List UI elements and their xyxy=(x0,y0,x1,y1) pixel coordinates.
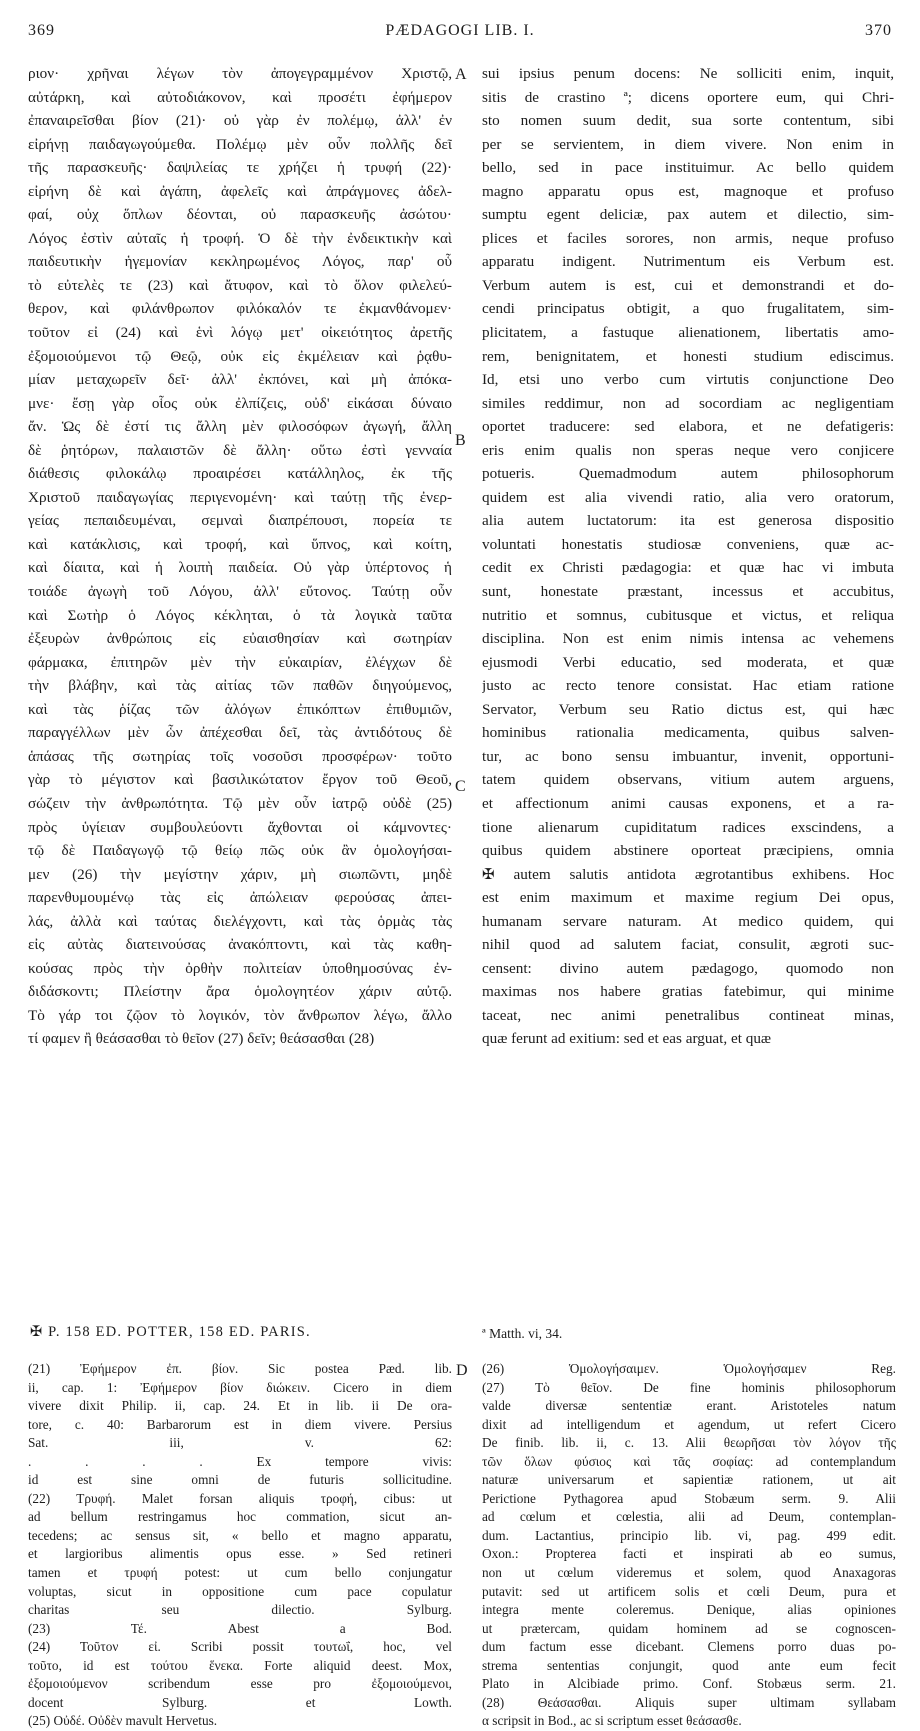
latin-text-line: Id, etsi uno verbo cum virtutis conjunctione Deo xyxy=(482,371,894,389)
margin-letter-c: C xyxy=(455,778,466,795)
greek-text-line: Τὸ γάρ τοι ζῷον τὸ λογικόν, τὸν ἄνθρωπον λέγω, ἄλλο xyxy=(28,1006,452,1024)
margin-letter-a: A xyxy=(455,66,467,83)
footnote-line: dixit ad intelligendum et agendum, ut refert Cicero xyxy=(482,1416,896,1432)
greek-text-line: Χριστοῦ παιδαγωγίας περιγενομένη· καὶ ταύτῃ τῆς ἐνερ- xyxy=(28,488,452,506)
footnote-line: (23) Τέ. Abest a Bod. xyxy=(28,1620,452,1636)
greek-text-line: τῷ δὲ Παιδαγωγῷ τῷ θείῳ πῶς οὐκ ἂν ὁμολογήσαι- xyxy=(28,842,452,860)
greek-text-line: διδάσκοντι; Πλείστην ἄρα ὁμολογητέον χάριν αὐτῷ. xyxy=(28,983,452,1001)
footnote-line: dum. Lactantius, principio lib. vi, pag. 499 edit. xyxy=(482,1527,896,1543)
latin-text-line: potueris. Quemadmodum autem philosophorum xyxy=(482,465,894,483)
latin-text-line: eris enim qualis non speras neque vero conjicere xyxy=(482,441,894,459)
latin-text-line: plicitatem, a fastuque alienationem, libertatis amo- xyxy=(482,324,894,342)
greek-text-line: ἐπαναιρεῖσθαι βίον (21)· οὐ γὰρ ἐν πολέμῳ, ἀλλ' ἐν xyxy=(28,112,452,130)
greek-text-line: καὶ κατάκλισις, καὶ τροφή, καὶ ὕπνος, καὶ κοίτη, xyxy=(28,535,452,553)
greek-text-line: Λόγος ἐστὶν αὐταῖς ἡ τροφή. Ὁ δὲ τὴν ἐνδεικτικὴν καὶ xyxy=(28,229,452,247)
latin-text-line: alia autem luctatorum: ita est generosa dispositio xyxy=(482,512,894,530)
greek-text-line: τοιάδε ἀγωγὴ τοῦ Λόγου, ἀλλ' εὔτονος. Ταύτῃ οὖν xyxy=(28,583,452,601)
greek-text-line: φαί, οὐχ ὅπλων δέονται, οὐ παρασκευῆς ἀσώτου· xyxy=(28,206,452,224)
greek-text-line: εἰρήνῃ παιδαγωγούμεθα. Πολέμῳ μὲν οὖν πολλῆς δεῖ xyxy=(28,135,452,153)
greek-text-line: γὰρ τὸ μέγιστον καὶ βασιλικώτατον ἔργον τοῦ Θεοῦ, xyxy=(28,771,452,789)
latin-text-line: est enim maximum et maxime regium Dei opus, xyxy=(482,889,894,907)
footnote-line: Plato in Alcibiade primo. Conf. Stobæus serm. 21. xyxy=(482,1676,896,1692)
latin-text-line: voluntati honestatis studiosæ conveniens, quæ ac- xyxy=(482,535,894,553)
greek-text-line: ἐξευρὼν ἀνθρώποις εἰς εὐαισθησίαν καὶ σωτηρίαν xyxy=(28,630,452,648)
latin-text-line: sitis de crastino ª; dicens oportere eum, qui Chri- xyxy=(482,88,894,106)
greek-text-line: ἐξομοιούμενοι τῷ Θεῷ, οὐκ εἰς ἐκμέλειαν καὶ ῥᾳθυ- xyxy=(28,347,452,365)
footnotes-left xyxy=(28,1360,452,1731)
latin-text-line: similes reddimur, non ad socordiam ac negligentiam xyxy=(482,394,894,412)
running-title: PÆDAGOGI LIB. I. xyxy=(385,22,535,39)
footnote-line: (24) Τοῦτον εἰ. Scribi possit τουτωΐ, hoc, vel xyxy=(28,1639,452,1655)
latin-text-line: quibus quidem abstinere oporteat præcipiens, omnia xyxy=(482,842,894,860)
greek-text-line: λάς, ἀλλὰ καὶ ταύτας διελέγχοντι, καὶ τὰς ὁρμὰς τὰς xyxy=(28,912,452,930)
footnote-line: τῶν ὅλων φύσιος καὶ τᾶς σοφίας: ad contemplandum xyxy=(482,1453,896,1469)
latin-text-line: censent: divino autem pædagogo, quomodo non xyxy=(482,959,894,977)
greek-text-line: τί φαμεν ἢ θεάσασθαι τὸ θεῖον (27) δεῖν; θεάσασθαι (28) xyxy=(28,1030,375,1048)
greek-text-line: ριον· χρῆναι λέγων τὸν ἀπογεγραμμένον Χριστῷ, xyxy=(28,65,452,82)
greek-text-line: τῆς παρασκευῆς· δαψιλείας τε χρήζει ἡ τρυφή (22)· xyxy=(28,159,452,177)
greek-text-line: τοῦτον εἰ (24) καὶ ἑνὶ λόγῳ μετ' οἰκειότητος ἀρετῆς xyxy=(28,324,452,342)
footnote-line: vivere dixit Philip. ii, cap. 24. Et in lib. ii De ora- xyxy=(28,1398,452,1414)
footnote-line: τοῦτο, id est τούτου ἕνεκα. Forte aliquid deest. Mox, xyxy=(28,1657,452,1673)
page-number-left: 369 xyxy=(28,22,55,39)
greek-text-line: παραγγέλλων μὲν ὧν ἀπέχεσθαι δεῖ, τὰς ἀντιδότους δὲ xyxy=(28,724,452,742)
greek-text-line: τὸ εὐτελὲς τε (23) καὶ ἄτυφον, καὶ τὸ ὅλον φιλελεύ- xyxy=(28,276,452,294)
latin-text-line: hominibus rationalia medicamenta, quibus salven- xyxy=(482,724,894,742)
latin-text-line: sui ipsius penum docens: Ne solliciti enim, inquit, xyxy=(482,65,894,82)
greek-text-column xyxy=(28,62,452,1051)
greek-text-line: καὶ Σωτὴρ ὁ Λόγος κέκληται, ὁ τὰ λογικὰ ταῦτα xyxy=(28,606,452,624)
matthew-footnote: ª Matth. vi, 34. xyxy=(482,1326,563,1341)
latin-text-line: Verbum autem is est, cui et demonstrandi et do- xyxy=(482,276,894,294)
latin-text-line: maximas nos habere gratias fatebimur, qui minime xyxy=(482,983,894,1001)
latin-text-line: rem, benignitatem, et honesti studium ediscimus. xyxy=(482,347,894,365)
footnote-line: id est sine omni de futuris sollicitudine. xyxy=(28,1472,452,1488)
greek-text-line: θερον, καὶ φιλάνθρωπον φιλόκαλόν τε ἐκμανθάνομεν· xyxy=(28,300,452,318)
footnote-line: ut prætercam, quidam hominem ad se cognoscen- xyxy=(482,1620,896,1636)
greek-text-line: εἰρήνη δὲ καὶ ἀγάπη, ἀφελεῖς καὶ ἀπράγμονες ἀδελ- xyxy=(28,182,452,200)
footnotes-right xyxy=(482,1360,896,1731)
latin-text-line: plices et faciles sorores, non armis, neque profuso xyxy=(482,229,894,247)
footnote-line: putavit: sed ut artificem solis et cœli Deum, pura et xyxy=(482,1583,896,1599)
footnote-line: tamen et τρυφή potest: ut cum bello conjungatur xyxy=(28,1565,452,1581)
greek-text-line: δὲ ῥητόρων, παλαιστῶν δὲ ἄλλη· οὕτω ἐστὶ γενναία xyxy=(28,441,452,459)
latin-text-line: cedit ex Christi pædagogia: et quæ hac vi imbuta xyxy=(482,559,894,577)
greek-text-line: ἁπάσας τῆς σωτηρίας τοῖς νοσοῦσι προσφέρων· τοῦτο xyxy=(28,747,452,765)
greek-text-line: παιδευτικὴν ἡγεμονίαν κεκληρωμένος Λόγος, παρ' οὗ xyxy=(28,253,452,271)
greek-text-line: μεν (26) τὴν μεγίστην χάριν, μὴ σιωπῶντι, μηδὲ xyxy=(28,865,452,883)
latin-text-line: et affectionum animi causas exponens, et a ra- xyxy=(482,794,894,812)
latin-text-line: per se servientem, in diem vivere. Non enim in xyxy=(482,135,894,153)
footnote-line: integra mente coleremus. Denique, alias opiniones xyxy=(482,1602,896,1618)
latin-text-line: magno apparatu opus est, magnoque et profuso xyxy=(482,182,894,200)
latin-text-line: taceat, nec animi penetralibus contineat minas, xyxy=(482,1006,894,1024)
footnote-line: (22) Τρυφή. Malet forsan aliquis τροφή, cibus: ut xyxy=(28,1490,452,1506)
latin-text-line: nihil quod ad salutem faciat, consulit, ægroti suc- xyxy=(482,936,894,954)
footnote-line: tecedens; ac sensus sit, « bello et magno apparatu, xyxy=(28,1527,452,1543)
latin-text-line: justo ac recto tenore consistat. Hac etiam ratione xyxy=(482,677,894,695)
greek-text-line: εἰς αὐτὰς διατεινούσας ἀνακόπτοντι, καὶ τὰς καθη- xyxy=(28,936,452,954)
margin-letter-d: D xyxy=(456,1362,468,1379)
footnote-line: non ut cœlum videremus et solem, quod Anaxagoras xyxy=(482,1565,896,1581)
latin-text-line: humanam servare naturam. At medico quidem, qui xyxy=(482,912,894,930)
footnote-line: (25) Οὐδέ. Οὐδὲν mavult Hervetus. xyxy=(28,1713,218,1729)
footnote-line: ii, cap. 1: Ἐφήμερον βίον διώκειν. Cicero in diem xyxy=(28,1379,452,1395)
latin-text-line: sunt, honestate præstant, incessus et accubitus, xyxy=(482,583,894,601)
greek-text-line: καὶ τὰς ῥίζας τῶν ἀλόγων ἐπικόπτων ἐπιθυμιῶν, xyxy=(28,700,452,718)
running-header xyxy=(28,22,892,50)
latin-text-line: disciplina. Non est enim nimis intensa ac vehemens xyxy=(482,630,894,648)
latin-text-column xyxy=(482,62,894,1051)
greek-text-line: τὴν βλάβην, καὶ τὰς αἰτίας τῶν παθῶν διηγούμενος, xyxy=(28,677,452,695)
greek-text-line: κούσας πρὸς τὴν ὀρθὴν πολιτείαν ὑποθημοσύνας ἐν- xyxy=(28,959,452,977)
footnote-line: (26) Ὁμολογήσαιμεν. Ὁμολογήσαμεν Reg. xyxy=(482,1361,896,1376)
footnote-line: dum factum esse dicebant. Clemens porro duas po- xyxy=(482,1639,896,1655)
footnote-line: strema sententias conjungit, quod ante eum fecit xyxy=(482,1657,896,1673)
latin-text-line: sto nomen suum dedit, sua sorte contentum, sibi xyxy=(482,112,894,130)
footnote-line: De finib. lib. ii, c. 13. Alii θεωρῆσαι τὸν λόγον τῆς xyxy=(482,1435,896,1451)
latin-text-line: oportet traducere: sed elabora, et ne defatigeris: xyxy=(482,418,894,436)
latin-text-line: sumptu egent deliciæ, pax autem et dilectio, sim- xyxy=(482,206,894,224)
footnote-line: (28) Θεάσασθαι. Aliquis super ultimam syllabam xyxy=(482,1694,896,1710)
footnote-line: voluptas, sicut in oppositione cum pace copulatur xyxy=(28,1583,452,1599)
latin-text-line: ejusmodi Verbi educatio, sed moderata, et quæ xyxy=(482,653,894,671)
latin-text-line: ✠ autem salutis antidota ægrotantibus exhibens. Hoc xyxy=(482,865,894,883)
footnote-line: docent Sylburg. et Lowth. xyxy=(28,1694,452,1710)
footnote-line: et largioribus alimentis opus esse. » Sed retineri xyxy=(28,1546,452,1562)
footnote-line: ad bellum restringamus hoc commation, sicut an- xyxy=(28,1509,452,1525)
latin-text-line: cendi principatus obtigit, a quo frugalitatem, sim- xyxy=(482,300,894,318)
latin-text-line: quæ ferunt ad exitium: sed et eas arguat, et quæ xyxy=(482,1030,772,1048)
greek-text-line: σώζειν τὴν ἀνθρωπότητα. Τῷ μὲν οὖν ἰατρῷ οὐδὲ (25) xyxy=(28,794,452,812)
footnote-line: Oxon.: Propterea facti et inspirati ab eo sumus, xyxy=(482,1546,896,1562)
footnote-line: valde diversæ sententiæ erant. Aristoteles natum xyxy=(482,1398,896,1414)
latin-text-line: tione alienarum cupiditatum radices exscindens, a xyxy=(482,818,894,836)
footnote-line: naturæ universarum et sapientiæ rationem, ut ait xyxy=(482,1472,896,1488)
greek-text-line: αὐτάρκη, καὶ αὐτοδιάκονον, καὶ προσέτι ἐφήμερον xyxy=(28,88,452,106)
greek-text-line: καὶ δίαιτα, καὶ ἡ λοιπὴ παιδεία. Οὐ γὰρ ὑπέρτονος ἡ xyxy=(28,559,452,577)
footnote-line: Perictione Pythagorea apud Stobæum serm. 9. Alii xyxy=(482,1490,896,1506)
latin-text-line: quidem est alia vivendi ratio, alia vero oratorum, xyxy=(482,488,894,506)
footnote-line: (21) Ἐφήμερον ἐπ. βίον. Sic postea Pæd. lib. xyxy=(28,1361,452,1376)
footnote-line: ἐξομοιούμενον scribendum esse pro ἐξομοιούμενοι, xyxy=(28,1676,452,1692)
margin-letter-b: B xyxy=(455,432,466,449)
page-number-right: 370 xyxy=(865,22,892,39)
latin-text-line: apparatu indigent. Nutrimentum eis Verbum est. xyxy=(482,253,894,271)
footnote-line: (27) Τὸ θεῖον. De fine hominis philosophorum xyxy=(482,1379,896,1395)
latin-text-line: Servator, Verbum seu Ratio dictus est, qui hæc xyxy=(482,700,894,718)
latin-text-line: bello, sed in pace instituimur. Ac bello quidem xyxy=(482,159,894,177)
latin-text-line: tatem quidem observans, vitium autem arguens, xyxy=(482,771,894,789)
greek-text-line: γείας πεπαιδευμέναι, σεμναὶ διαπρέπουσι, πορεία τε xyxy=(28,512,452,530)
greek-text-line: παρενθυμουμένῳ τὰς εἰς ἀπώλειαν φερούσας ἀπει- xyxy=(28,889,452,907)
greek-text-line: διάθεσις φιλοκάλῳ προαιρέσει κατάλληλος, ἐκ τῆς xyxy=(28,465,452,483)
latin-text-line: tur, ac bono sensu imbuantur, invenit, opportuni- xyxy=(482,747,894,765)
potter-edition-reference: ✠ P. 158 ED. POTTER, 158 ED. PARIS. xyxy=(30,1324,311,1340)
footnote-line: tore, c. 40: Barbarorum est in diem vivere. Persius xyxy=(28,1416,452,1432)
greek-text-line: πρὸς ὑγίειαν συμβουλεύοντι ἄχθονται οἱ κάμνοντες· xyxy=(28,818,452,836)
footnote-line: charitas seu dilectio. Sylburg. xyxy=(28,1602,452,1618)
footnote-line: ad cœlum et cœlestia, alii ad Deum, contemplan- xyxy=(482,1509,896,1525)
footnote-line: α scripsit in Bod., ac si scriptum esset θεάσασθε. xyxy=(482,1713,742,1729)
greek-text-line: μίαν μεταχωρεῖν δεῖ· ἀλλ' ἐκπόνει, καὶ μὴ ἀπόκα- xyxy=(28,371,452,389)
greek-text-line: ἄν. Ὡς δὲ ἐστί τις ἄλλη μὲν φιλοσόφων ἀγωγή, ἄλλη xyxy=(28,418,452,436)
latin-text-line: nutritio et somnus, cubitusque et victus, et reliqua xyxy=(482,606,894,624)
footnote-line: . . . . Ex tempore vivis: xyxy=(28,1453,452,1469)
greek-text-line: φάρμακα, ἐπιτηρῶν μὲν τὴν εὐκαιρίαν, ἐλέγχων δὲ xyxy=(28,653,452,671)
greek-text-line: μνε· ἔσῃ γὰρ οἷος οὐκ ἐλπίζεις, οὐδ' εἰκάσαι δύναιο xyxy=(28,394,452,412)
footnote-line: Sat. iii, v. 62: xyxy=(28,1435,452,1451)
